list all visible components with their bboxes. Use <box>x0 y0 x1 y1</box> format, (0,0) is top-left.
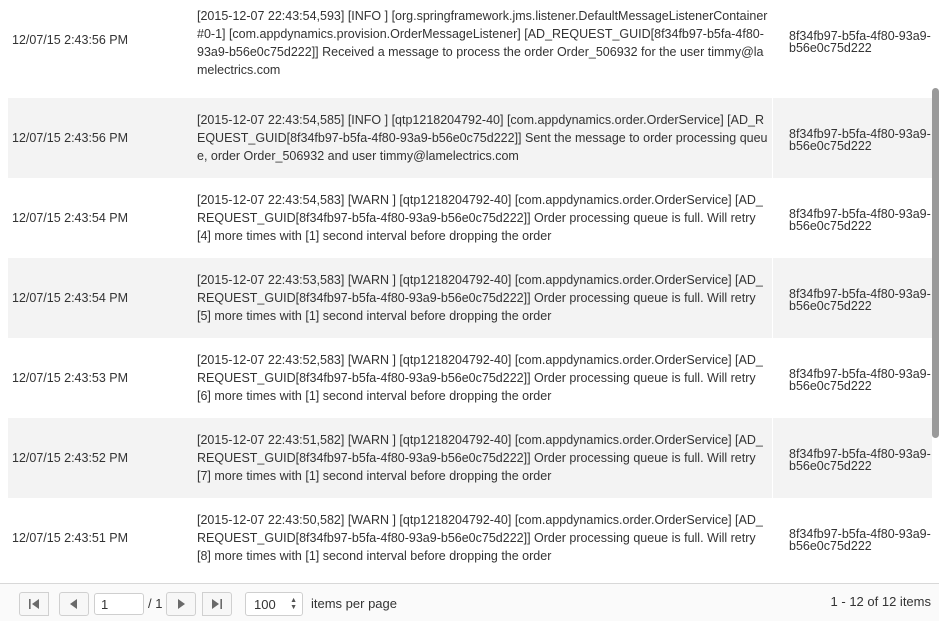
table-row[interactable] <box>8 0 932 98</box>
log-message: [2015-12-07 22:43:54,585] [INFO ] [qtp1218204792-40] [com.appdynamics.order.OrderService] [AD_REQUEST_GUID[8f34fb97-b5fa-4f80-93a9-b56e0c75d222]] Sent the message to order processing queue, order Order_506932 and user timmy@lamelectrics.com <box>197 113 768 163</box>
log-guid-text: 8f34fb97-b5fa-4f80-93a9-b56e0c75d222 <box>789 367 931 393</box>
log-guid <box>772 338 932 418</box>
table-row[interactable] <box>8 258 932 338</box>
table-row[interactable] <box>8 418 932 498</box>
log-guid <box>772 498 932 578</box>
items-range: 1 - 12 of 12 items <box>830 594 931 609</box>
previous-page-icon[interactable] <box>59 592 89 616</box>
log-time: 12/07/15 2:43:53 PM <box>12 371 129 385</box>
log-table <box>8 0 932 578</box>
log-message: [2015-12-07 22:43:54,593] [INFO ] [org.springframework.jms.listener.DefaultMessageListenerContainer#0-1] [com.appdynamics.provision.OrderMessageListener] [AD_REQUEST_GUID[8f34fb97-b5fa-4f80-93a9-b56e0c75d222]] Received a message to process the order Order_506932 for the user timmy@lamelectrics.com <box>197 9 768 77</box>
log-message: [2015-12-07 22:43:52,583] [WARN ] [qtp1218204792-40] [com.appdynamics.order.OrderService] [AD_REQUEST_GUID[8f34fb97-b5fa-4f80-93a9-b56e0c75d222]] Order processing queue is full. Will retry [6] more times with [1] second interval before dropping the order <box>197 353 763 403</box>
log-guid-text: 8f34fb97-b5fa-4f80-93a9-b56e0c75d222 <box>789 527 931 553</box>
log-time: 12/07/15 2:43:54 PM <box>12 291 129 305</box>
table-row[interactable] <box>8 178 932 258</box>
table-row[interactable] <box>8 338 932 418</box>
log-guid-text: 8f34fb97-b5fa-4f80-93a9-b56e0c75d222 <box>789 447 931 473</box>
log-guid-text: 8f34fb97-b5fa-4f80-93a9-b56e0c75d222 <box>789 127 931 153</box>
log-guid-text: 8f34fb97-b5fa-4f80-93a9-b56e0c75d222 <box>789 207 931 233</box>
page-number-input[interactable] <box>94 593 144 615</box>
vertical-scrollbar-thumb[interactable] <box>932 88 939 438</box>
log-time: 12/07/15 2:43:56 PM <box>12 131 129 145</box>
pagination-bar <box>0 583 939 621</box>
log-time: 12/07/15 2:43:51 PM <box>12 531 129 545</box>
select-arrows-icon: ▲ ▼ <box>290 597 297 611</box>
total-pages: / 1 <box>148 596 163 611</box>
log-guid <box>772 98 932 178</box>
log-guid-text: 8f34fb97-b5fa-4f80-93a9-b56e0c75d222 <box>789 29 931 55</box>
log-message: [2015-12-07 22:43:54,583] [WARN ] [qtp1218204792-40] [com.appdynamics.order.OrderService] [AD_REQUEST_GUID[8f34fb97-b5fa-4f80-93a9-b56e0c75d222]] Order processing queue is full. Will retry [4] more times with [1] second interval before dropping the order <box>197 193 763 243</box>
first-page-icon[interactable] <box>19 592 49 616</box>
items-per-page-select[interactable] <box>245 592 303 616</box>
log-guid-text: 8f34fb97-b5fa-4f80-93a9-b56e0c75d222 <box>789 287 931 313</box>
next-page-icon[interactable] <box>166 592 196 616</box>
log-guid <box>772 0 932 98</box>
log-time: 12/07/15 2:43:56 PM <box>12 33 129 47</box>
table-row[interactable] <box>8 98 932 178</box>
table-row[interactable] <box>8 498 932 578</box>
last-page-icon[interactable] <box>202 592 232 616</box>
items-per-page-value: 100 <box>254 596 276 612</box>
log-time: 12/07/15 2:43:52 PM <box>12 451 129 465</box>
log-message: [2015-12-07 22:43:53,583] [WARN ] [qtp1218204792-40] [com.appdynamics.order.OrderService] [AD_REQUEST_GUID[8f34fb97-b5fa-4f80-93a9-b56e0c75d222]] Order processing queue is full. Will retry [5] more times with [1] second interval before dropping the order <box>197 273 763 323</box>
log-time: 12/07/15 2:43:54 PM <box>12 211 129 225</box>
items-per-page-label: items per page <box>311 596 397 611</box>
log-guid <box>772 418 932 498</box>
log-message: [2015-12-07 22:43:50,582] [WARN ] [qtp1218204792-40] [com.appdynamics.order.OrderService] [AD_REQUEST_GUID[8f34fb97-b5fa-4f80-93a9-b56e0c75d222]] Order processing queue is full. Will retry [8] more times with [1] second interval before dropping the order <box>197 513 763 563</box>
log-guid <box>772 178 932 258</box>
log-message: [2015-12-07 22:43:51,582] [WARN ] [qtp1218204792-40] [com.appdynamics.order.OrderService] [AD_REQUEST_GUID[8f34fb97-b5fa-4f80-93a9-b56e0c75d222]] Order processing queue is full. Will retry [7] more times with [1] second interval before dropping the order <box>197 433 763 483</box>
log-guid <box>772 258 932 338</box>
